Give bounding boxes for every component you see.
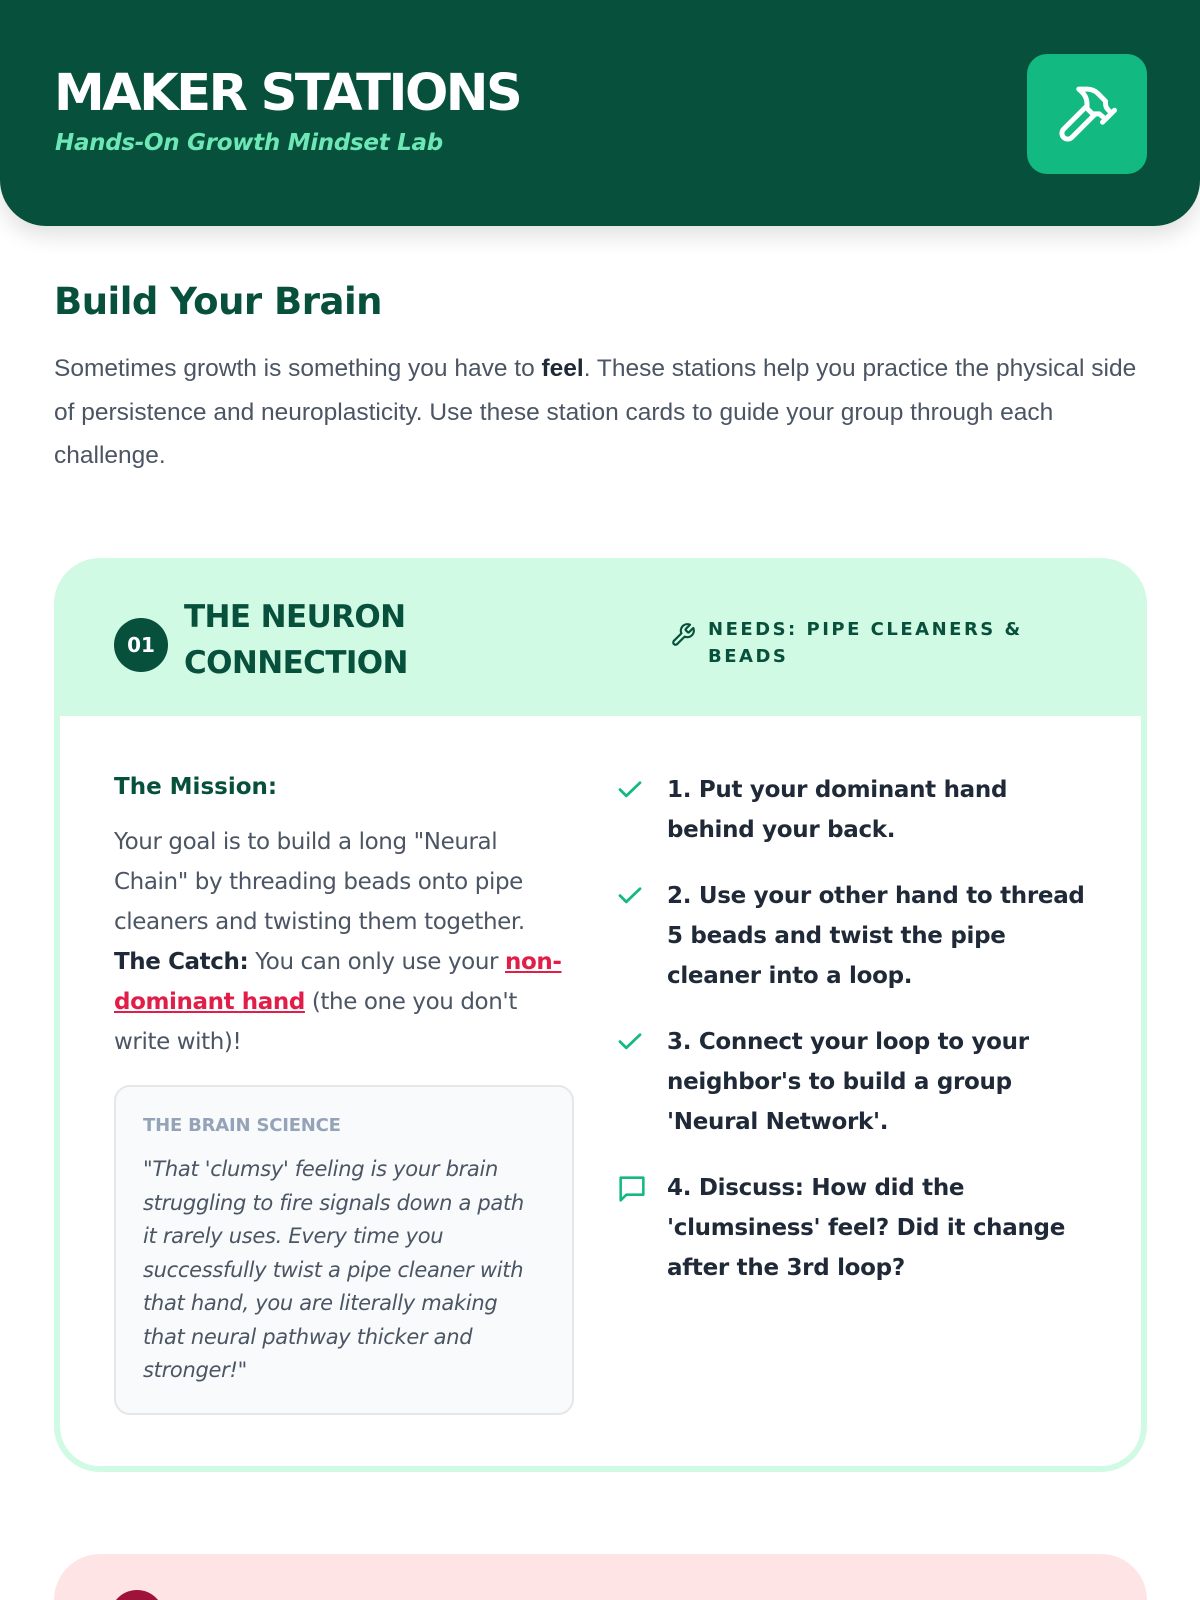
mission-label: The Mission:: [114, 774, 278, 800]
station-card-header: [60, 564, 1141, 716]
station-number-badge: 01: [114, 618, 168, 672]
mission-text: [114, 822, 574, 1062]
step-item: [615, 1168, 1085, 1288]
station-card-next: [54, 1554, 1147, 1600]
step-text: 1. Put your dominant hand behind your back.: [667, 777, 1008, 843]
hammer-icon: [1054, 81, 1120, 147]
step-item: [615, 876, 1085, 996]
intro-text-part: . These stations help you practice the physical side of persistence and neuroplasticity. Use these station cards to guide your group through each challenge.: [54, 355, 1137, 469]
intro-heading: Build Your Brain: [54, 280, 382, 323]
hammer-button[interactable]: [1027, 54, 1147, 174]
step-text: 3. Connect your loop to your neighbor's to build a group 'Neural Network'.: [667, 1029, 1029, 1135]
page-title: MAKER STATIONS: [54, 64, 521, 123]
check-icon: [615, 1026, 645, 1056]
station-number-badge: [110, 1590, 164, 1600]
step-text: 4. Discuss: How did the 'clumsiness' feel? Did it change after the 3rd loop?: [667, 1175, 1066, 1281]
steps-list: [615, 770, 1085, 1314]
intro-text: [54, 347, 1154, 478]
intro-text-bold: feel: [541, 355, 584, 382]
needs-label: NEEDS: PIPE CLEANERS & BEADS: [708, 619, 1023, 667]
step-item: [615, 770, 1085, 850]
intro-text-part: Sometimes growth is something you have to: [54, 355, 542, 382]
mission-text-part: (the one you don't write with)!: [114, 989, 517, 1055]
check-icon: [615, 880, 645, 910]
wrench-icon: [670, 622, 696, 648]
page-subtitle: Hands-On Growth Mindset Lab: [55, 130, 443, 156]
non-dominant-hand-highlight: non-dominant hand: [114, 949, 562, 1015]
check-icon: [615, 774, 645, 804]
page-header: [0, 0, 1200, 226]
mission-text-part: You can only use your: [248, 949, 505, 975]
step-text: 2. Use your other hand to thread 5 beads and twist the pipe cleaner into a loop.: [667, 883, 1085, 989]
mission-text-part: Your goal is to build a long "Neural Chain" by threading beads onto pipe cleaners and twisting them together.: [114, 829, 525, 935]
chat-bubble-icon: [615, 1172, 649, 1206]
brain-science-quote: "That 'clumsy' feeling is your brain struggling to fire signals down a path it rarely uses. Every time you successfully twist a pipe cleaner with that hand, you are literally making that neural pathway thicker and stronger!": [143, 1157, 524, 1382]
step-item: [615, 1022, 1085, 1142]
brain-science-label: THE BRAIN SCIENCE: [143, 1115, 341, 1136]
station-needs: [670, 616, 1028, 670]
brain-science-box: [114, 1085, 574, 1415]
catch-label: The Catch:: [114, 949, 249, 975]
station-card: [54, 558, 1147, 1472]
station-title: THE NEURON CONNECTION: [184, 599, 408, 681]
